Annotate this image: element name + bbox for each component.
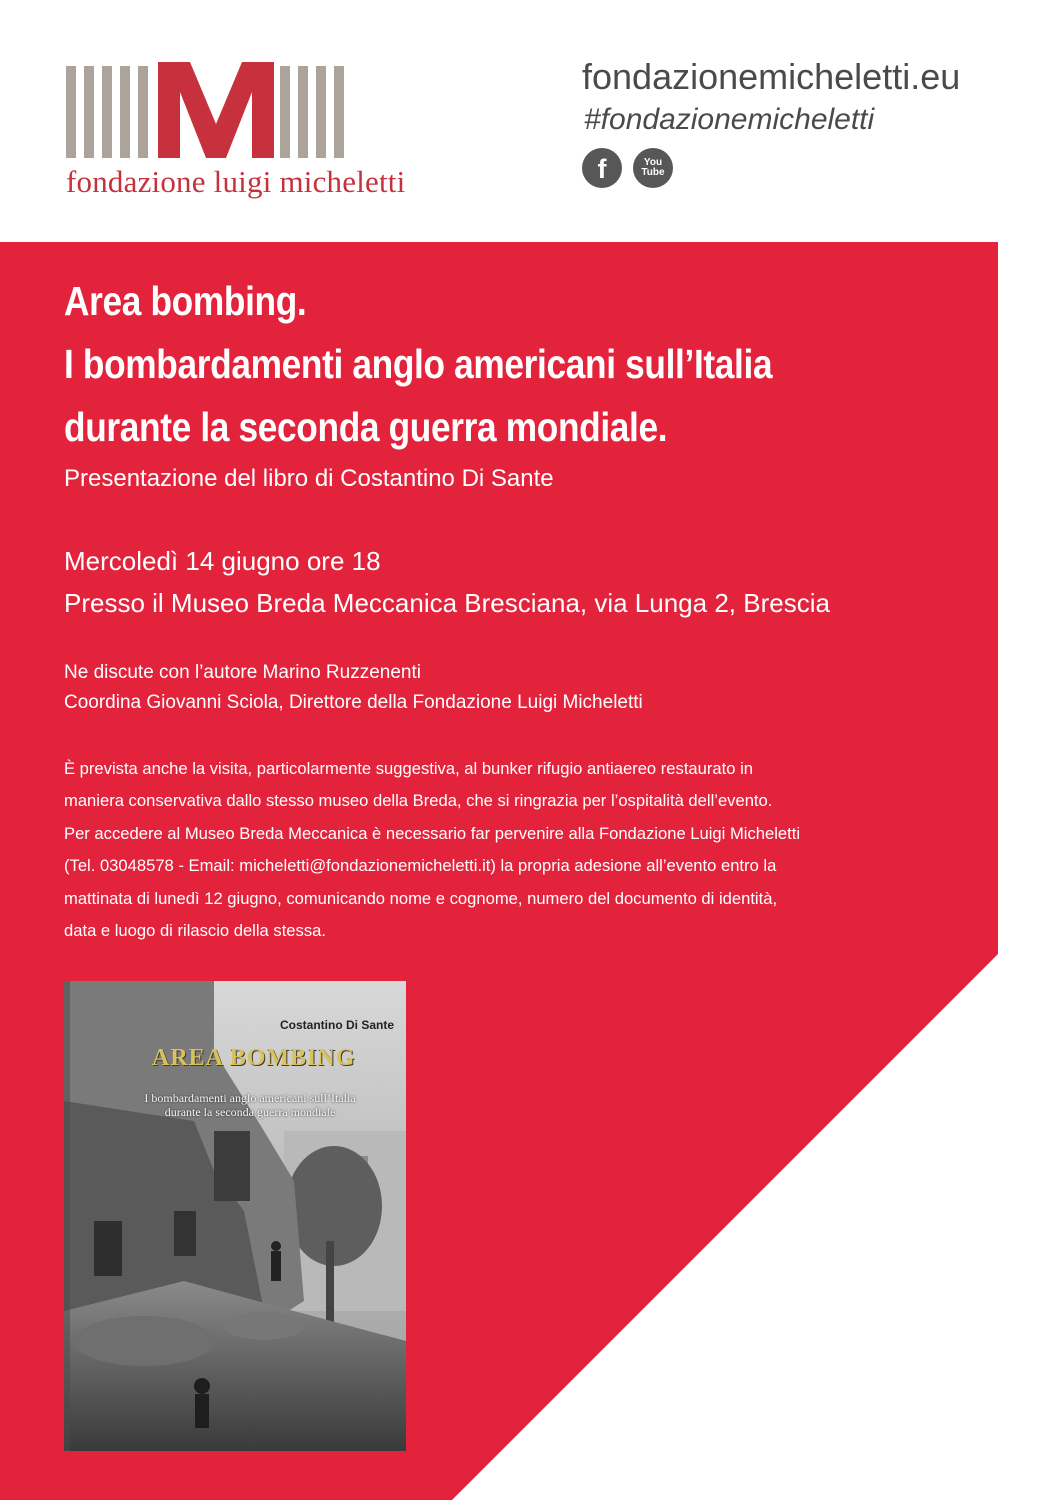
event-title: [64, 270, 838, 459]
description-line: (Tel. 03048578 - Email: micheletti@fondazionemicheletti.it) la propria adesione all’evento entro la: [64, 856, 777, 876]
social-links: [582, 148, 673, 188]
youtube-glyph-bottom: Tube: [641, 167, 665, 178]
speaker-line: Ne discute con l’autore Marino Ruzzenenti: [64, 662, 421, 683]
event-title-line: Area bombing.: [64, 278, 307, 324]
description-line: data e luogo di rilascio della stessa.: [64, 921, 326, 941]
event-title-line: durante la seconda guerra mondiale.: [64, 404, 668, 450]
youtube-icon[interactable]: [633, 148, 673, 188]
event-content: [64, 270, 964, 941]
book-subtitle: [100, 1091, 400, 1119]
youtube-glyph: [641, 158, 664, 178]
book-title: AREA BOMBING: [152, 1045, 356, 1071]
event-speakers: [64, 658, 643, 718]
speaker-line: Coordina Giovanni Sciola, Direttore della Fondazione Luigi Micheletti: [64, 692, 643, 713]
facebook-icon[interactable]: [582, 148, 622, 188]
event-location: Presso il Museo Breda Meccanica Bresciana, via Lunga 2, Brescia: [64, 588, 830, 618]
event-details: [64, 540, 830, 624]
event-title-line: I bombardamenti anglo americani sull’Italia: [64, 341, 773, 387]
book-subtitle-line: durante la seconda guerra mondiale: [164, 1105, 336, 1119]
logo-name: fondazione luigi micheletti: [66, 164, 406, 199]
website-link[interactable]: fondazionemicheletti.eu: [582, 56, 961, 97]
facebook-glyph: f: [597, 154, 607, 184]
book-cover: [64, 981, 406, 1451]
event-date: Mercoledì 14 giugno ore 18: [64, 546, 381, 576]
book-author: Costantino Di Sante: [279, 1018, 394, 1032]
foundation-logo: [66, 62, 406, 202]
youtube-glyph-top: You: [643, 157, 663, 168]
hashtag: #fondazionemicheletti: [584, 103, 875, 136]
description-line: È prevista anche la visita, particolarmente suggestiva, al bunker rifugio antiaereo restaurato in: [64, 759, 754, 778]
description-line: mattinata di lunedì 12 giugno, comunicando nome e cognome, numero del documento di identità,: [64, 888, 778, 908]
event-description: [64, 753, 964, 947]
logo-bars-icon: [66, 62, 346, 162]
description-line: Per accedere al Museo Breda Meccanica è necessario far pervenire alla Fondazione Luigi Micheletti: [64, 823, 801, 843]
event-subtitle: Presentazione del libro di Costantino Di Sante: [64, 465, 554, 492]
description-line: maniera conservativa dallo stesso museo della Breda, che si ringrazia per l’ospitalità dell’evento.: [64, 791, 773, 811]
book-subtitle-line: I bombardamenti anglo americani sull’Italia: [144, 1091, 356, 1105]
